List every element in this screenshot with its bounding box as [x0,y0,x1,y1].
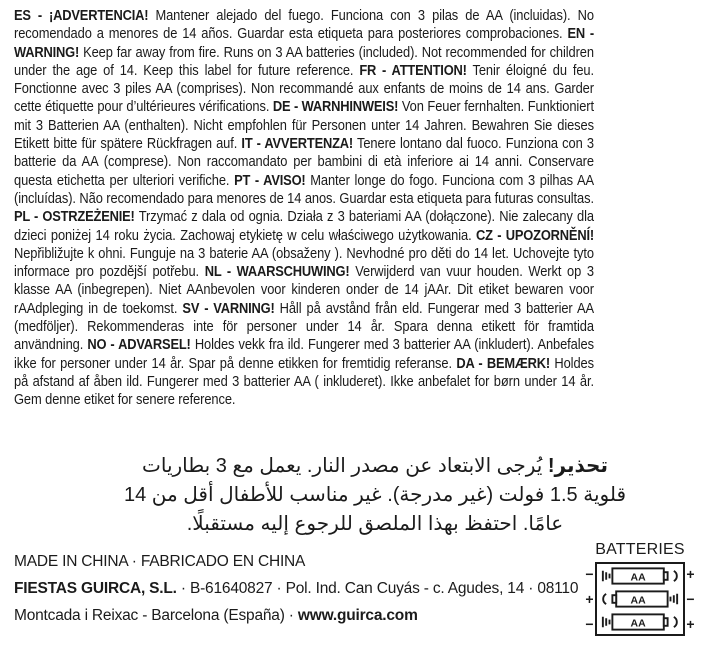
arabic-warning [75,452,675,539]
polarity-sign: + [686,615,695,632]
polarity-left [584,562,595,636]
warning-heading-en: EN - WARNING! [14,26,594,61]
warning-heading-it: IT - AVVERTENZA! [241,136,354,153]
battery-aa-label: AA [630,595,646,607]
address-line [14,603,584,630]
battery-aa-cell [599,566,681,586]
warning-heading-no: NO - ADVARSEL! [87,337,191,354]
polarity-sign: + [686,566,695,583]
warning-heading-de: DE - WARNHINWEIS! [272,99,399,116]
arabic-warning-word: تحذير! [547,455,608,477]
polarity-sign: + [585,590,594,607]
arabic-line: قلوية 1.5 فولت (غير مدرجة). غير مناسب للأطفال أقل من 14 [123,484,627,506]
battery-box [595,562,685,636]
company-line [14,576,584,603]
warning-heading-pt: PT - AVISO! [234,172,306,189]
polarity-right [685,562,696,636]
warning-heading-nl: NL - WAARSCHUWING! [204,264,350,281]
made-in-line [14,549,584,576]
battery-aa-cell [599,589,681,609]
arabic-line: تحذير! يُرجى الابتعاد عن مصدر النار. يعمل مع 3 بطاريات [142,455,608,477]
polarity-sign: − [686,590,695,607]
battery-aa-label: AA [630,571,646,583]
warning-heading-da: DA - BEMÆRK! [456,355,550,372]
battery-assembly [584,562,696,636]
manufacturer-info [14,549,584,629]
warning-heading-fr: FR - ATTENTION! [359,62,467,79]
battery-aa-label: AA [630,618,646,630]
warning-heading-es: ES - ¡ADVERTENCIA! [14,8,149,24]
made-in-text: MADE IN CHINA · FABRICADO EN CHINA [14,553,306,570]
company-name: FIESTAS GUIRCA, S.L. [14,579,177,597]
warning-heading-cz: CZ - UPOZORNĚNÍ! [476,227,594,244]
battery-aa-cell [599,612,681,632]
polarity-sign: − [585,566,594,583]
website-text: www.guirca.com [297,606,418,624]
warning-heading-sv: SV - VARNING! [182,300,275,317]
battery-diagram [584,541,696,636]
polarity-sign: − [585,615,594,632]
company-details: · B-61640827 · Pol. Ind. Can Cuyás - c. Agudes, 14 · 08110 [180,579,579,597]
warning-heading-pl: PL - OSTRZEŻENIE! [14,209,135,226]
warnings-paragraph: ES - ¡ADVERTENCIA! Mantener alejado del fuego. Funciona con 3 pilas de AA (incluidas). No recomendado a menores de 14 años. Guardar esta etiqueta para posteriores comprobaciones. EN - WARNING! Keep far away from fire. Runs on 3 AA batteries (included). Not recommended for children under the age of 14. Keep this label for future reference. FR - ATTENTION! Tenir éloigné du feu. Fonctionne avec 3 piles AA (comprises). Non recommandé aux enfants de moins de 14 ans. Garder cette étiquette pour d’ultérieures vérifications. DE - WARNHINWEIS! Von Feuer fernhalten. Funktioniert mit 3 Batterien AA (enthalten). Nicht empfohlen für Personen unter 14 Jahren. Bewahren Sie dieses Etikett bitte für spätere Rückfragen auf. IT - AVVERTENZA! Tenere lontano dal fuoco. Funziona con 3 batterie da AA (comprese). Non raccomandato per bambini di età inferiore ai 14 anni. Conservare questa etichetta per ulteriori verifiche. PT - AVISO! Manter longe do fogo. Funciona com 3 pilhas AA (incluídas). Não recomendado para menores de 14 anos. Guardar esta etiqueta para futuras consultas. PL - OSTRZEŻENIE! Trzymać z dala od ognia. Działa z 3 bateriami AA (dołączone). Nie zalecany dla dzieci poniżej 14 roku życia. Zachowaj etykietę w celu właściwego użytkowania. CZ - UPOZORNĚNÍ! Nepřibližujte k ohni. Funguje na 3 baterie AA (obsaženy ). Nevhodné pro děti do 14 let. Uchovejte tyto informace pro pozdější potřebu. NL - WAARSCHUWING! Verwijderd van vuur houden. Werkt op 3 klasse AA (inbegrepen). Niet AAnbevolen voor kinderen onder de 14 jAAr. Dit etiket bewaren voor rAAdpleging in de toekomst. SV - VARNING! Håll på avstånd från eld. Fungerar med 3 batterier AA (medföljer). Rekommenderas inte för personer under 14 år. Spara denna etikett för framtida användning. NO - ADVARSEL! Holdes vekk fra ild. Fungerer med 3 batterier AA (inkludert). Anbefales ikke for personer under 14 år. Spar på denne etikken for fremtidig referanse. DA - BEMÆRK! Holdes på afstand af åben ild. Fungerer med 3 batterier AA ( inkluderet). Ikke anbefalet for børn under 14 år. Gem denne etiket for senere reference. [14,8,594,409]
batteries-title: BATTERIES [595,541,685,558]
address-text: Montcada i Reixac - Barcelona (España) · [14,606,294,624]
arabic-line: عامًا. احتفظ بهذا الملصق للرجوع إليه مستقبلًا. [186,513,564,535]
